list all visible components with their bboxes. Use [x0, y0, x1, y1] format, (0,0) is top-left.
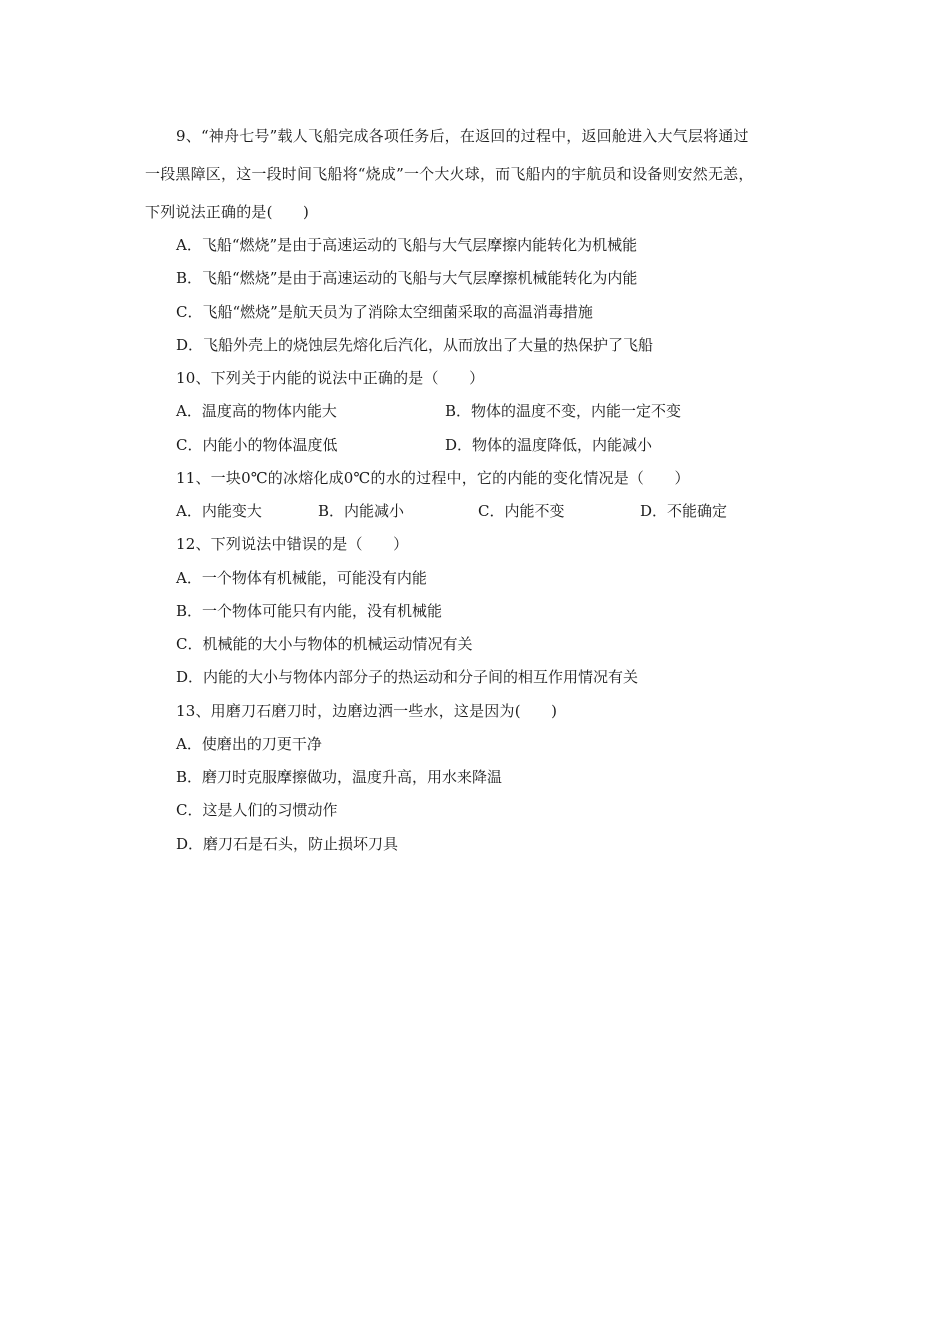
question-11-stem: 11、一块0℃的冰熔化成0℃的水的过程中，它的内能的变化情况是（ ）	[176, 469, 690, 487]
question-9-stem-line-3: 下列说法正确的是( )	[145, 203, 310, 221]
question-10-stem: 10、下列关于内能的说法中正确的是（ ）	[176, 369, 485, 387]
question-9-option-c: C．飞船“燃烧”是航天员为了消除太空细菌采取的高温消毒措施	[176, 303, 593, 321]
question-13-option-c: C．这是人们的习惯动作	[176, 801, 338, 819]
question-13-stem: 13、用磨刀石磨刀时，边磨边洒一些水，这是因为( )	[176, 702, 558, 720]
question-9-stem-line-1: 9、“神舟七号”载人飞船完成各项任务后，在返回的过程中，返回舱进入大气层将通过	[176, 127, 749, 145]
question-9-option-b: B．飞船“燃烧”是由于高速运动的飞船与大气层摩擦机械能转化为内能	[176, 269, 638, 287]
question-13-option-b: B．磨刀时克服摩擦做功，温度升高，用水来降温	[176, 768, 503, 786]
question-11-option-a: A．内能变大	[176, 502, 262, 520]
question-9-option-a: A．飞船“燃烧”是由于高速运动的飞船与大气层摩擦内能转化为机械能	[176, 236, 638, 254]
question-12-option-b: B．一个物体可能只有内能，没有机械能	[176, 602, 443, 620]
question-10-option-a: A．温度高的物体内能大	[176, 402, 337, 420]
question-10-option-b: B．物体的温度不变，内能一定不变	[445, 402, 682, 420]
question-12-stem: 12、下列说法中错误的是（ ）	[176, 535, 409, 553]
question-13-option-d: D．磨刀石是石头，防止损坏刀具	[176, 835, 399, 853]
question-13-option-a: A．使磨出的刀更干净	[176, 735, 322, 753]
question-11-option-d: D．不能确定	[640, 502, 728, 520]
question-11-option-c: C．内能不变	[478, 502, 565, 520]
question-11-option-b: B．内能减小	[318, 502, 405, 520]
question-10-option-d: D．物体的温度降低，内能减小	[445, 436, 653, 454]
question-12-option-d: D．内能的大小与物体内部分子的热运动和分子间的相互作用情况有关	[176, 668, 639, 686]
question-12-option-c: C．机械能的大小与物体的机械运动情况有关	[176, 635, 473, 653]
question-9-stem-line-2: 一段黑障区，这一段时间飞船将“烧成”一个大火球，而飞船内的宇航员和设备则安然无恙，	[145, 165, 754, 183]
question-9-option-d: D．飞船外壳上的烧蚀层先熔化后汽化，从而放出了大量的热保护了飞船	[176, 336, 654, 354]
question-12-option-a: A．一个物体有机械能，可能没有内能	[176, 569, 427, 587]
question-10-option-c: C．内能小的物体温度低	[176, 436, 338, 454]
